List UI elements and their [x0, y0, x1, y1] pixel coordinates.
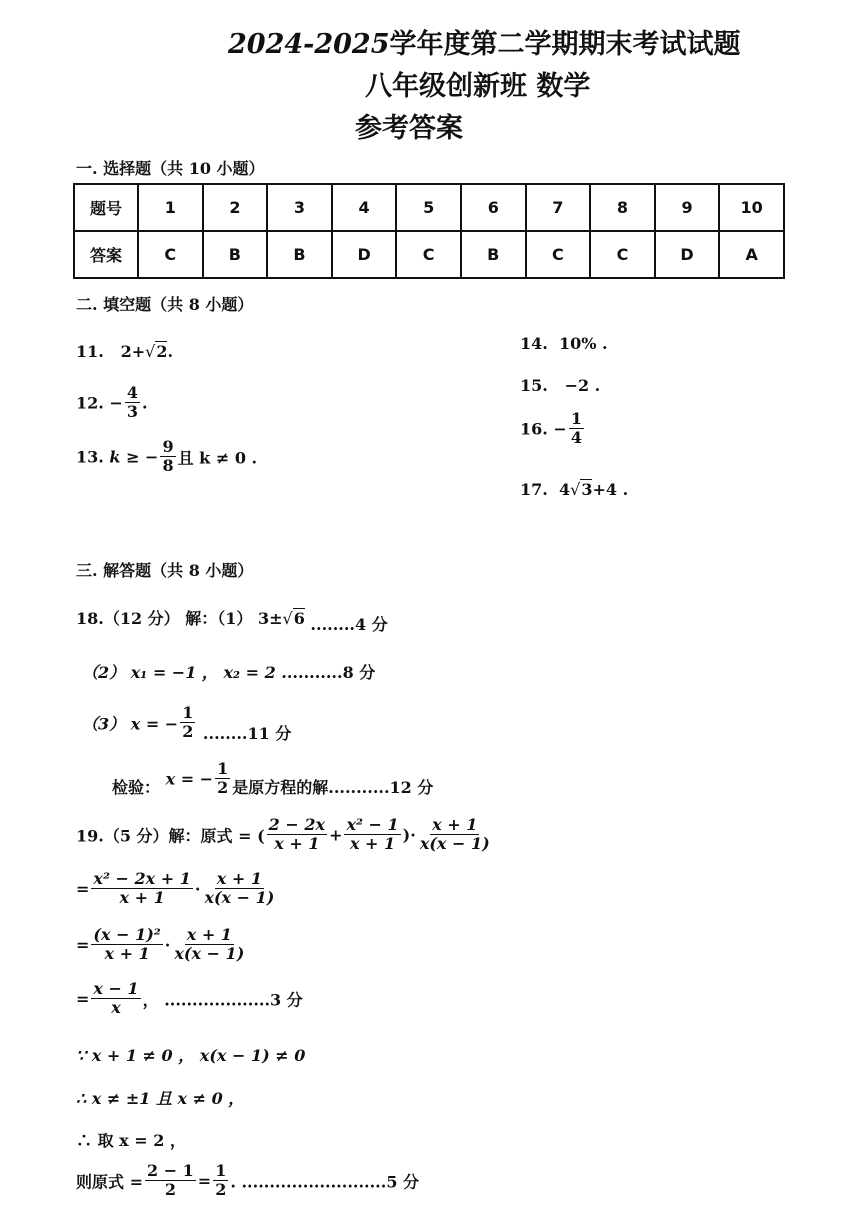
solution-text: 18.（12 分） 解：（1） 3±	[76, 609, 283, 628]
denominator: x + 1	[104, 944, 150, 964]
denominator: 2	[215, 1180, 227, 1200]
answer-number: 13.	[76, 447, 104, 467]
q18-check	[112, 760, 433, 798]
answer-number: 11.	[76, 342, 104, 361]
question-number: 10	[719, 184, 784, 231]
row-label-question: 题号	[74, 184, 138, 231]
answer-table	[73, 183, 785, 279]
numerator: x − 1	[93, 979, 139, 998]
numerator: x + 1	[216, 869, 262, 888]
answer-16	[520, 410, 586, 448]
numerator: x + 1	[186, 925, 232, 944]
answer-number: 12.	[76, 393, 104, 413]
section3-heading: 三. 解答题（共 8 小题）	[76, 561, 254, 580]
answer-cell: B	[203, 231, 268, 278]
denominator: 2	[217, 778, 229, 798]
denominator: 3	[126, 402, 138, 422]
fraction	[180, 704, 195, 742]
answer-cell: A	[719, 231, 784, 278]
fraction	[172, 926, 246, 964]
answer-11	[76, 342, 173, 361]
q19-line4	[76, 980, 303, 1018]
denominator: 8	[162, 456, 174, 476]
answer-cell: C	[138, 231, 203, 278]
exam-title-rest: 学年度第二学期期末考试试题	[389, 29, 741, 60]
sqrt-icon: √	[570, 480, 581, 499]
answer-cell: C	[396, 231, 461, 278]
multiply-dot: ·	[194, 879, 201, 899]
equals-sign: =	[197, 1171, 212, 1191]
numerator: 1	[217, 759, 229, 778]
answer-text: 4	[558, 480, 571, 499]
answer-text: k ≥ −	[109, 447, 159, 467]
section1-heading: 一. 选择题（共 10 小题）	[76, 159, 265, 178]
fraction	[202, 870, 276, 908]
question-number-row	[74, 184, 784, 231]
answer-key-caption: 参考答案	[355, 113, 463, 144]
denominator: x(x − 1)	[204, 888, 275, 908]
fraction	[215, 760, 230, 798]
answer-text: 2+	[120, 342, 146, 361]
answer-17	[520, 480, 628, 499]
answer-text: .	[167, 342, 174, 361]
q19-final	[76, 1162, 419, 1200]
question-number: 3	[267, 184, 332, 231]
solution-text: +	[329, 825, 343, 845]
answer-text: −	[109, 393, 123, 413]
equals-sign: =	[76, 989, 90, 1009]
answer-row	[74, 231, 784, 278]
q19-take: ∴ 取 x = 2 ，	[76, 1131, 186, 1150]
section2-heading: 二. 填空题（共 8 小题）	[76, 295, 254, 314]
denominator: 2	[182, 722, 194, 742]
fraction	[160, 438, 175, 476]
q18-part2	[82, 660, 375, 683]
numerator: 4	[126, 383, 138, 402]
q18-part1	[76, 606, 388, 634]
answer-12	[76, 384, 148, 422]
fraction	[145, 1162, 196, 1200]
answer-text: −2 .	[564, 376, 601, 395]
row-label-answer: 答案	[74, 231, 138, 278]
question-number: 2	[203, 184, 268, 231]
exam-subtitle: 八年级创新班 数学	[365, 71, 591, 102]
denominator: 4	[570, 428, 582, 448]
equals-sign: =	[76, 879, 90, 899]
numerator: 1	[182, 703, 194, 722]
answer-number: 16.	[520, 419, 548, 439]
numerator: x² − 2x + 1	[93, 869, 191, 888]
denominator: x + 1	[119, 888, 165, 908]
solution-text: （2） x₁ = −1 ， x₂ = 2 .	[82, 663, 287, 682]
radicand: 3	[581, 480, 593, 499]
score-mark: ...........12 分	[328, 778, 434, 798]
fraction	[418, 816, 492, 854]
q19-line3	[76, 926, 248, 964]
numerator: 1	[215, 1161, 227, 1180]
answer-cell: D	[332, 231, 397, 278]
multiply-dot: ·	[164, 935, 171, 955]
question-number: 5	[396, 184, 461, 231]
answer-number: 14.	[520, 334, 548, 353]
q19-line1	[76, 816, 494, 854]
fraction	[213, 1162, 228, 1200]
solution-text: 19.（5 分）解：原式 = (	[76, 826, 265, 846]
fraction	[344, 816, 400, 854]
solution-text: （3） x = −	[82, 714, 179, 734]
score-mark: . ..........................5 分	[230, 1172, 420, 1192]
question-number: 6	[461, 184, 526, 231]
score-mark: ........4 分	[310, 615, 388, 634]
numerator: 2 − 1	[146, 1161, 194, 1180]
q19-line2	[76, 870, 278, 908]
score-mark: ........11 分	[202, 724, 292, 744]
question-number: 9	[655, 184, 720, 231]
exam-year: 2024-2025	[228, 29, 390, 60]
radicand: 2	[156, 342, 168, 361]
question-number: 4	[332, 184, 397, 231]
solution-text: )·	[402, 825, 416, 845]
fraction	[91, 870, 192, 908]
numerator: 2 − 2x	[268, 815, 326, 834]
solution-text: 则原式 =	[76, 1172, 143, 1192]
answer-text: −	[553, 419, 567, 439]
score-mark: ， ...................3 分	[142, 990, 303, 1010]
radicand: 6	[293, 609, 305, 628]
solution-text: 是原方程的解	[232, 778, 329, 798]
answer-cell: D	[655, 231, 720, 278]
question-number: 8	[590, 184, 655, 231]
denominator: x(x − 1)	[419, 834, 490, 854]
fraction	[91, 926, 162, 964]
score-mark: ..........8 分	[286, 663, 376, 682]
answer-15	[520, 376, 600, 395]
q18-part3	[82, 704, 291, 742]
answer-14	[520, 334, 608, 353]
answer-cell: B	[267, 231, 332, 278]
sqrt-icon: √	[145, 342, 156, 361]
denominator: x	[111, 998, 121, 1018]
denominator: x + 1	[349, 834, 396, 854]
numerator: 9	[162, 437, 174, 456]
answer-cell: C	[526, 231, 591, 278]
fraction	[569, 410, 584, 448]
fraction	[267, 816, 327, 854]
answer-text: +4 .	[592, 480, 629, 499]
q19-therefore: ∴ x ≠ ±1 且 x ≠ 0 ，	[76, 1089, 245, 1108]
numerator: x² − 1	[346, 815, 399, 834]
fraction	[125, 384, 140, 422]
denominator: 2	[164, 1180, 176, 1200]
denominator: x(x − 1)	[174, 944, 245, 964]
answer-cell: C	[590, 231, 655, 278]
answer-13	[76, 438, 257, 476]
solution-text: x = −	[165, 769, 214, 789]
answer-text: .	[141, 393, 148, 413]
numerator: x + 1	[432, 815, 478, 834]
answer-cell: B	[461, 231, 526, 278]
question-number: 7	[526, 184, 591, 231]
answer-text: 10% .	[558, 334, 608, 353]
equals-sign: =	[76, 935, 90, 955]
exam-title	[228, 22, 741, 61]
solution-text: 检验：	[112, 778, 161, 798]
fraction	[91, 980, 140, 1018]
answer-text: 且 k ≠ 0 .	[177, 448, 258, 468]
numerator: (x − 1)²	[93, 925, 161, 944]
answer-number: 17.	[520, 480, 548, 499]
answer-number: 15.	[520, 376, 548, 395]
q19-because: ∵ x + 1 ≠ 0 ， x(x − 1) ≠ 0	[76, 1046, 306, 1065]
question-number: 1	[138, 184, 203, 231]
denominator: x + 1	[274, 834, 320, 854]
sqrt-icon: √	[282, 609, 293, 628]
numerator: 1	[570, 409, 582, 428]
